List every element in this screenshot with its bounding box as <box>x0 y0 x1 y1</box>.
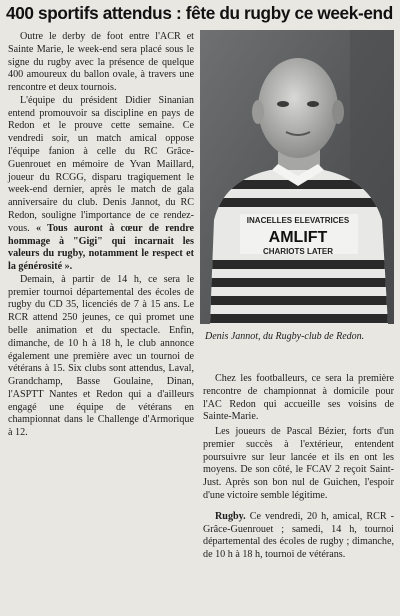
paragraph-tournaments: Demain, à partir de 14 h, ce sera le premier tournoi départemental des écoles de rugby du CD 35, licenciés de 7 à 15 ans. Le RCR attend 250 jeunes, ce qui promet une belle animation et du spectacle. Enfin, dimanche, de 10 h à 18 h, le club annonce également une première avec un tournoi de vétérans à 15. Six clubs sont attendus, Laval, Grandchamp, Basse Goulaine, Dinan, l'ASPTT Nantes et Redon qui a d'ailleurs engagé une équipe de vétérans en championnat dans le Challenge d'Armorique à 12. <box>8 273 194 439</box>
paragraph-match-text: L'équipe du président Didier Sinanian entend promouvoir sa discipline en pays de Redon et le prouve cette semaine. Ce vendredi soir, un match amical oppose l'équipe fanion à celle du RC Grâce-Guenrouet en mémoire de Yvan Maillard, joueur du RCGG, disparu tragiquement le week-end dernier, après le match de gala anniversaire du club. Denis Jannot, du RC Redon, souligne l'importance de ce rendez-vous. <box>8 94 194 234</box>
player-photo <box>200 30 394 324</box>
paragraph-intro: Outre le derby de foot entre l'ACR et Sainte Marie, le week-end sera placé sous le signe du rugby avec la présence de quelque 400 amoureux du ballon ovale, à travers une rencontre et deux tournois. <box>8 31 194 94</box>
headline: 400 sportifs attendus : fête du rugby ce week-end <box>6 3 393 23</box>
paragraph-match <box>8 95 194 274</box>
left-column <box>8 31 194 440</box>
paragraph-football: Chez les footballeurs, ce sera la première rencontre de championnat à domicile pour l'AC Redon qui accueille ses voisins de Sainte-Marie. <box>203 373 394 423</box>
paragraph-bezier: Les joueurs de Pascal Bézier, forts d'un premier succès à l'extérieur, entendent poursuivre sur leur lancée et ils en ont les moyens. De son côté, le FCAV 2 reçoit Saint-Just. Après son bon nul de Guichen, l'espoir d'une victoire semble légitime. <box>203 426 394 502</box>
photo-caption: Denis Jannot, du Rugby-club de Redon. <box>205 331 365 342</box>
paragraph-rugby-schedule <box>203 511 394 562</box>
quote-text: « Tous auront à cœur de rendre hommage à "Gigi" qui incarnait les valeurs du rugby, notamment le respect et la générosité ». <box>8 222 195 273</box>
shirt-text-top: INACELLES ELEVATRICES <box>246 216 350 225</box>
rugby-schedule-text: Ce vendredi, 20 h, amical, RCR - Grâce-Guenrouet ; samedi, 14 h, tournoi départemental des écoles de rugby ; dimanche, de 10 h à 18 h, tournoi de vétérans. <box>203 510 394 561</box>
shirt-text-bottom: CHARIOTS LATER <box>262 247 334 256</box>
shirt-logo: AMLIFT <box>268 229 328 246</box>
rugby-label: Rugby. <box>215 510 246 522</box>
right-column <box>203 373 394 562</box>
